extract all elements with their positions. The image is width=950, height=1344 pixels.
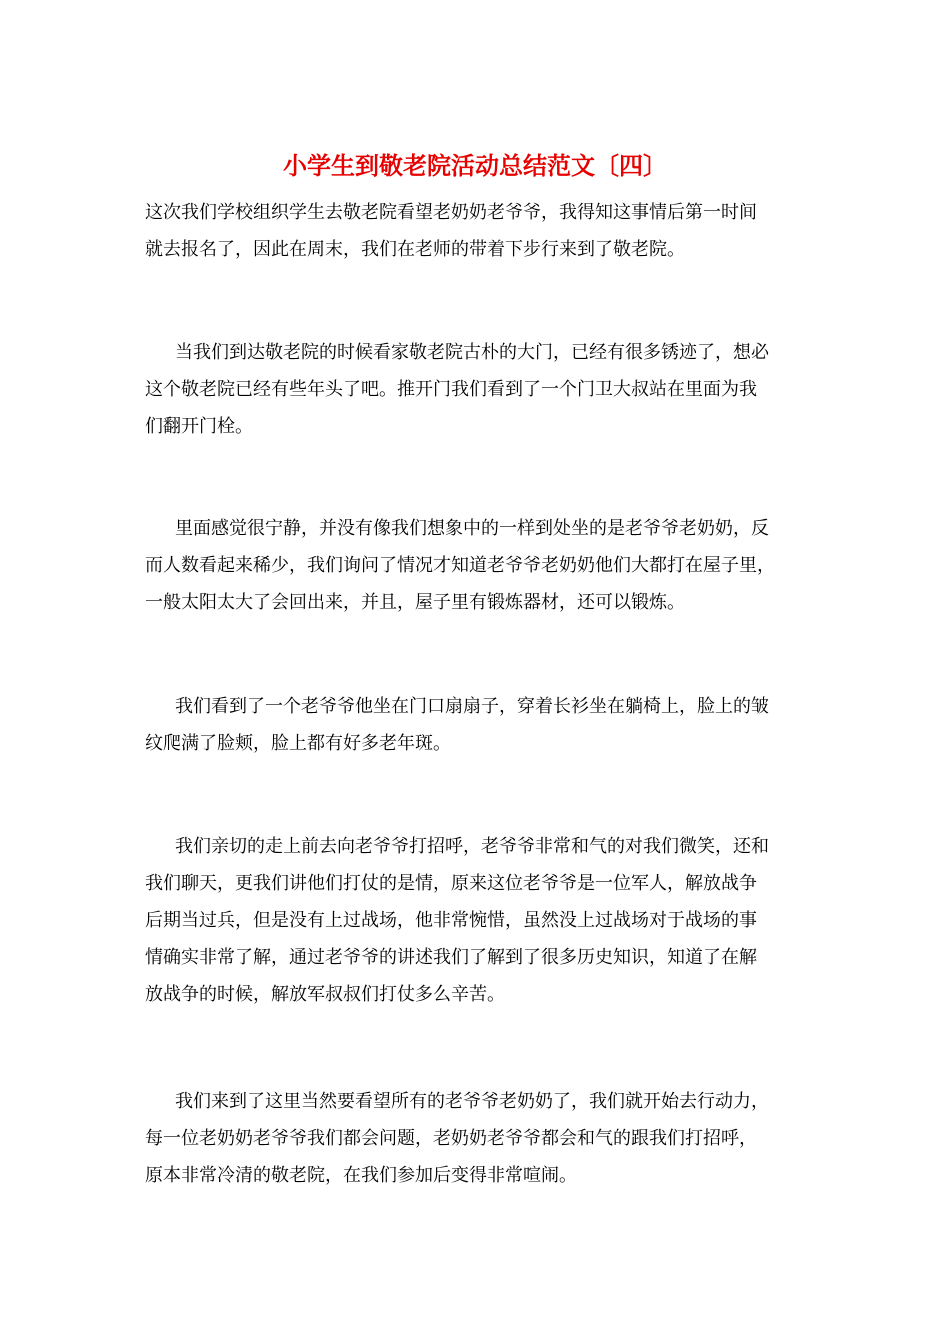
paragraph-4 bbox=[145, 688, 805, 762]
paragraph-line: 放战争的时候，解放军叔叔们打仗多么辛苦。 bbox=[145, 984, 505, 1005]
paragraph-line: 这个敬老院已经有些年头了吧。推开门我们看到了一个门卫大叔站在里面为我 bbox=[145, 379, 757, 400]
paragraph-line: 原本非常冷清的敬老院，在我们参加后变得非常喧闹。 bbox=[145, 1165, 577, 1186]
paragraph-line: 当我们到达敬老院的时候看家敬老院古朴的大门，已经有很多锈迹了，想必 bbox=[175, 342, 769, 363]
paragraph-2 bbox=[145, 334, 805, 445]
paragraph-line: 后期当过兵，但是没有上过战场，他非常惋惜，虽然没上过战场对于战场的事 bbox=[145, 910, 757, 931]
paragraph-5 bbox=[145, 828, 805, 1013]
paragraph-line: 一般太阳太大了会回出来，并且，屋子里有锻炼器材，还可以锻炼。 bbox=[145, 592, 685, 613]
paragraph-line: 我们来到了这里当然要看望所有的老爷爷老奶奶了，我们就开始去行动力， bbox=[175, 1091, 769, 1112]
paragraph-line: 而人数看起来稀少，我们询问了情况才知道老爷爷老奶奶他们大都打在屋子里， bbox=[145, 555, 775, 576]
paragraph-line: 我们聊天，更我们讲他们打仗的是情，原来这位老爷爷是一位军人，解放战争 bbox=[145, 873, 757, 894]
paragraph-1 bbox=[145, 194, 805, 268]
paragraph-6 bbox=[145, 1083, 805, 1194]
paragraph-3 bbox=[145, 510, 805, 621]
paragraph-line: 每一位老奶奶老爷爷我们都会问题，老奶奶老爷爷都会和气的跟我们打招呼， bbox=[145, 1128, 757, 1149]
paragraph-line: 就去报名了，因此在周末，我们在老师的带着下步行来到了敬老院。 bbox=[145, 239, 685, 260]
document-title: 小学生到敬老院活动总结范文〔四〕 bbox=[283, 151, 667, 180]
paragraph-line: 们翻开门栓。 bbox=[145, 416, 253, 437]
paragraph-line: 我们看到了一个老爷爷他坐在门口扇扇子，穿着长衫坐在躺椅上，脸上的皱 bbox=[175, 696, 769, 717]
paragraph-line: 里面感觉很宁静，并没有像我们想象中的一样到处坐的是老爷爷老奶奶，反 bbox=[175, 518, 769, 539]
paragraph-line: 我们亲切的走上前去向老爷爷打招呼，老爷爷非常和气的对我们微笑，还和 bbox=[175, 836, 769, 857]
paragraph-line: 纹爬满了脸颊，脸上都有好多老年斑。 bbox=[145, 733, 451, 754]
paragraph-line: 这次我们学校组织学生去敬老院看望老奶奶老爷爷，我得知这事情后第一时间 bbox=[145, 202, 757, 223]
paragraph-line: 情确实非常了解，通过老爷爷的讲述我们了解到了很多历史知识，知道了在解 bbox=[145, 947, 757, 968]
